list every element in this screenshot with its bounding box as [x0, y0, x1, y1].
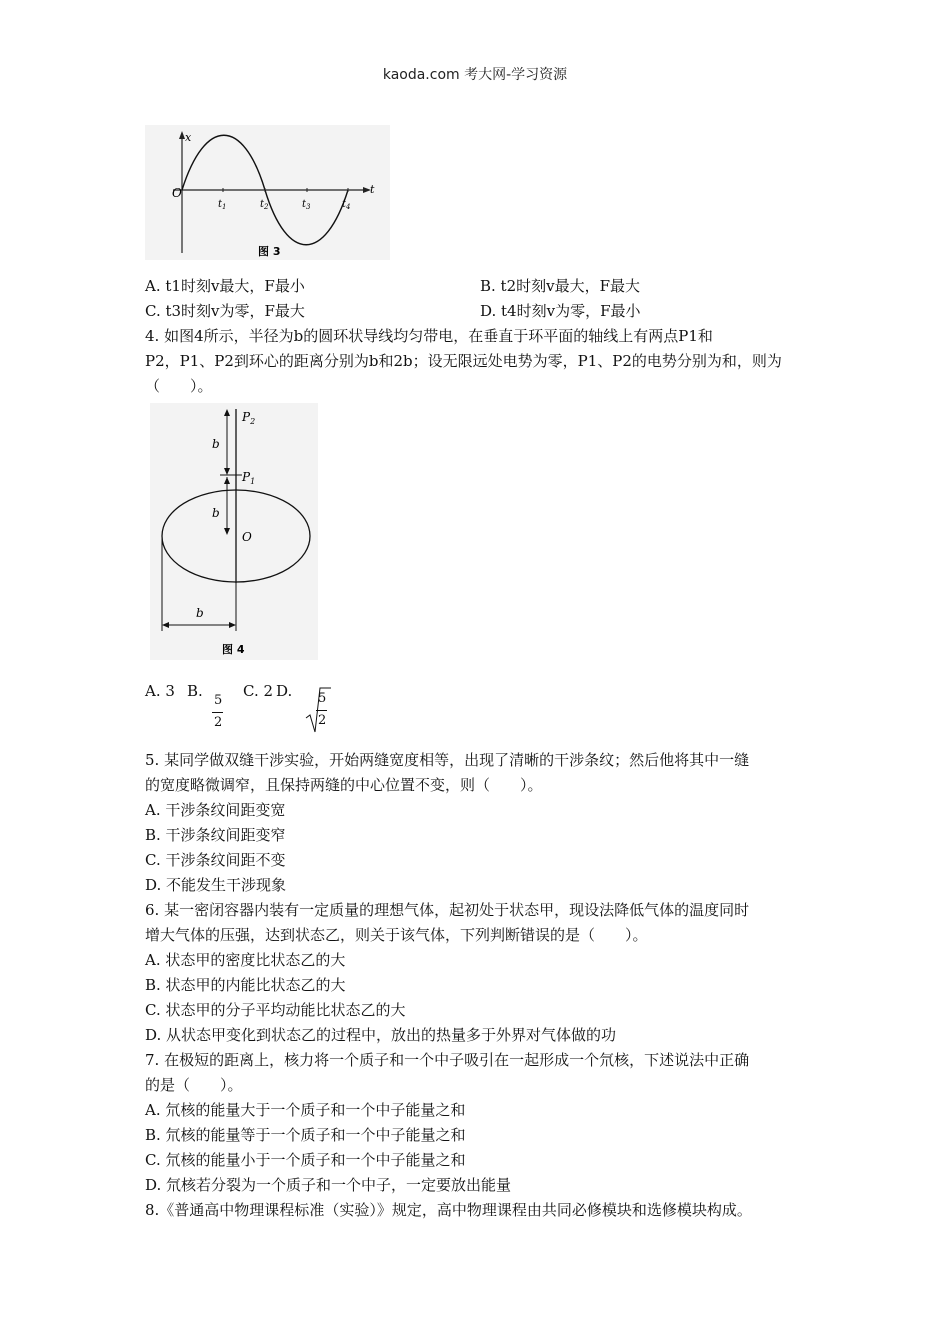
- figure-3: [145, 125, 390, 260]
- figure-4: [150, 403, 318, 660]
- q6-line-1: 6. 某一密闭容器内装有一定质量的理想气体，起初处于状态甲，现设法降低气体的温度同时: [145, 901, 750, 919]
- q6-option-a: A. 状态甲的密度比状态乙的大: [145, 951, 346, 969]
- page-header: kaoda.com 考大网-学习资源: [382, 67, 568, 83]
- q4-line-3: （ ）。: [145, 377, 213, 395]
- q7-option-d: D. 氘核若分裂为一个质子和一个中子，一定要放出能量: [145, 1176, 512, 1194]
- q5-line-2: 的宽度略微调窄，且保持两缝的中心位置不变，则（ ）。: [145, 776, 543, 794]
- q4-line-1: 4. 如图4所示，半径为b的圆环状导线均匀带电，在垂直于环平面的轴线上有两点P1和: [145, 327, 713, 345]
- svg-text:t2: $t_2$: [260, 199, 269, 211]
- q6-option-c: C. 状态甲的分子平均动能比状态乙的大: [145, 1001, 406, 1019]
- label-p1: P: [242, 470, 251, 484]
- q3-option-c: C. t3时刻v为零，F最大: [145, 302, 305, 320]
- q5-option-d: D. 不能发生干涉现象: [145, 876, 287, 894]
- figure-4-caption: 图 4: [222, 643, 245, 656]
- svg-text:t1: $t_1$: [218, 199, 227, 211]
- q4-line-2: P2，P1、P2到环心的距离分别为b和2b；设无限远处电势为零，P1、P2的电势分别为和，则为: [145, 352, 782, 370]
- q5-option-c: C. 干涉条纹间距不变: [145, 851, 286, 869]
- label-b-bottom: b: [196, 606, 204, 620]
- svg-text:t4: $t_4$: [342, 199, 351, 211]
- q5-line-1: 5. 某同学做双缝干涉实验，开始两缝宽度相等，出现了清晰的干涉条纹；然后他将其中一缝: [145, 751, 750, 769]
- q6-line-2: 增大气体的压强，达到状态乙，则关于该气体，下列判断错误的是（ ）。: [145, 926, 648, 944]
- label-o: O: [242, 530, 252, 544]
- svg-text:P2: $P_2$: [242, 410, 256, 426]
- q3-option-b: B. t2时刻v最大，F最大: [480, 277, 641, 295]
- q4-option-b-denominator: 2: [214, 715, 223, 730]
- figure-3-caption: 图 3: [258, 245, 281, 258]
- q8-line-1: 8.《普通高中物理课程标准（实验）》规定，高中物理课程由共同必修模块和选修模块构成。: [145, 1201, 752, 1219]
- q4-option-b-fraction-bar: [212, 712, 223, 713]
- q6-option-d: D. 从状态甲变化到状态乙的过程中，放出的热量多于外界对气体做的功: [145, 1026, 617, 1044]
- q4-option-d-numerator: 5: [318, 691, 327, 706]
- q4-options: [145, 682, 405, 734]
- svg-text:t3: $t_3$: [302, 199, 311, 211]
- label-t4: t: [342, 199, 347, 210]
- q4-option-b: B.: [187, 682, 203, 700]
- q4-option-d-fraction-bar: [316, 710, 327, 711]
- label-b-top: b: [212, 437, 220, 451]
- label-t1: t: [218, 199, 223, 210]
- q3-option-d: D. t4时刻v为零，F最小: [480, 302, 641, 320]
- figure-4-graphic: [150, 403, 318, 660]
- figure-3-graphic: [145, 125, 390, 260]
- label-b-mid: b: [212, 506, 220, 520]
- q3-option-a: A. t1时刻v最大，F最小: [145, 277, 305, 295]
- q7-option-c: C. 氘核的能量小于一个质子和一个中子能量之和: [145, 1151, 466, 1169]
- svg-text:P1: $P_1$: [242, 470, 256, 486]
- q4-option-d: D.: [276, 682, 293, 700]
- label-t2: t: [260, 199, 265, 210]
- q4-option-c: C. 2: [243, 682, 274, 700]
- q4-option-b-numerator: 5: [214, 693, 223, 708]
- q4-option-a: A. 3: [145, 682, 175, 700]
- label-x: x: [185, 131, 192, 144]
- label-t3: t: [302, 199, 307, 210]
- q7-option-a: A. 氘核的能量大于一个质子和一个中子能量之和: [145, 1101, 466, 1119]
- q7-option-b: B. 氘核的能量等于一个质子和一个中子能量之和: [145, 1126, 466, 1144]
- q4-option-d-denominator: 2: [318, 713, 327, 728]
- q7-line-1: 7. 在极短的距离上，核力将一个质子和一个中子吸引在一起形成一个氘核，下述说法中正确: [145, 1051, 750, 1069]
- q7-line-2: 的是（ ）。: [145, 1076, 243, 1094]
- label-p2: P: [242, 410, 251, 424]
- q6-option-b: B. 状态甲的内能比状态乙的大: [145, 976, 346, 994]
- q5-option-a: A. 干涉条纹间距变宽: [145, 801, 286, 819]
- label-t: t: [370, 183, 375, 196]
- q5-option-b: B. 干涉条纹间距变窄: [145, 826, 286, 844]
- label-origin: O: [172, 186, 182, 200]
